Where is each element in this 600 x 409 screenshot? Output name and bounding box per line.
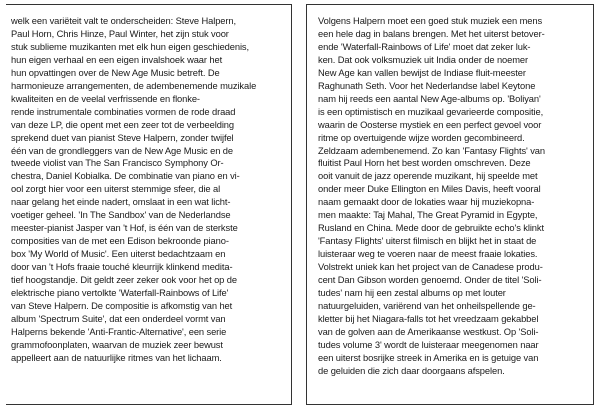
text-line: album 'Spectrum Suite', dat een onderdeel vormt van: [11, 313, 226, 324]
text-line: tweede violist van The San Francisco Symphony Or-: [11, 158, 224, 169]
text-line: voetiger geheel. 'In The Sandbox' van de Nederlandse: [11, 210, 231, 221]
text-line: naar gelang het einde nadert, omslaat in een wat licht-: [11, 197, 231, 208]
text-line: luisteraar weg te voeren naar de meest fraaie lokaties.: [318, 249, 538, 260]
text-line: stuk sublieme muzikanten met elk hun eigen geschiedenis,: [11, 41, 249, 52]
text-line: van de golven aan de Amerikaanse westkust. Op 'Soli-: [318, 326, 539, 337]
text-line: ooit vanuit de jazz operende muzikant, hij speelde met: [318, 171, 538, 182]
text-line: cent Dan Gibson worden genoemd. Onder de titel 'Soli-: [318, 275, 542, 286]
text-line: onder meer Duke Ellington en Miles Davis, heeft vooral: [318, 184, 541, 195]
text-line: 'Fantasy Flights' uiterst filmisch en blijkt het in staat de: [318, 236, 537, 247]
text-line: van deze LP, die opent met een zeer tot de verbeelding: [11, 119, 234, 130]
text-line: een uiterst bosrijke streek in Amerika en is getuige van: [318, 352, 539, 363]
text-line: Halperns bekende 'Anti-Frantic-Alternative', een serie: [11, 326, 227, 337]
text-line: Volgens Halpern moet een goed stuk muziek een mens: [318, 16, 543, 26]
text-line: tudes' nam hij een zestal albums op met louter: [318, 288, 506, 299]
text-line: hun eigen verhaal en een eigen invalshoek waar het: [11, 54, 223, 65]
text-line: men maakte: Taj Mahal, The Great Pyramid in Egypte,: [318, 210, 538, 221]
left-page: [6, 4, 292, 405]
text-line: nam hij reeds een aantal New Age-albums op. 'Boliyan': [318, 93, 541, 104]
text-line: Raghunath Seth. Voor het Nederlandse label Keytone: [318, 80, 536, 91]
text-line: fluitist Paul Horn het best worden omschreven. Deze: [318, 158, 531, 169]
text-line: door van 't Hofs fraaie touché kleurrijk klinkend medita-: [11, 262, 233, 273]
text-line: ritme op overtuigende wijze worden gecombineerd.: [318, 132, 525, 143]
text-line: meester-pianist Jasper van 't Hof, is één van de sterkste: [11, 223, 238, 234]
text-line: composities van de met een Edison bekroonde piano-: [11, 236, 229, 247]
text-line: sprekend duet van pianist Steve Halpern, zonder twijfel: [11, 132, 234, 143]
text-line: Zeldzaam adembenemend. Zo kan 'Fantasy Flights' van: [318, 145, 545, 156]
left-page-text: [11, 15, 287, 365]
text-line: tief hoogstandje. Dit geldt zeer zeker ook voor het op de: [11, 275, 237, 286]
text-line: rende instrumentale combinaties vormen de rode draad: [11, 106, 236, 117]
text-line: natuurgeluiden, variërend van het onheilspellende ge-: [318, 300, 536, 311]
text-line: één van de grondleggers van de New Age Music en de: [11, 145, 233, 156]
text-line: ken. Dat ook volksmuziek uit India onder de noemer: [318, 54, 529, 65]
text-line: elektrische piano vertolkte 'Waterfall-Rainbows of Life': [11, 288, 229, 299]
text-line: New Age kan vallen bewijst de Indiase fluit-meester: [318, 67, 526, 78]
right-page-text: [318, 15, 545, 378]
text-line: Rusland en China. Mede door de gebruikte echo's klinkt: [318, 223, 544, 234]
text-line: kletter bij het Niagara-falls tot het vreedzaam gekabbel: [318, 313, 539, 324]
text-line: is een optimistisch en muzikaal gevarieerde compositie,: [318, 106, 544, 117]
right-page: [306, 4, 594, 405]
text-line: welk een variëteit valt te onderscheiden: Steve Halpern,: [11, 16, 237, 26]
text-line: naam gemaakt door de lokaties waar hij muziekopna-: [318, 197, 535, 208]
text-line: hun opvattingen over de New Age Music betreft. De: [11, 67, 220, 78]
text-line: box 'My World of Music'. Een uiterst bedachtzaam en: [11, 249, 226, 260]
text-line: de geluiden die zich daar doorgaans afspelen.: [318, 365, 505, 376]
text-line: van Steve Halpern. De compositie is afkomstig van het: [11, 300, 233, 311]
text-line: ool zorgt hier voor een uiterst stemmige sfeer, die al: [11, 184, 221, 195]
text-line: harmonieuze arrangementen, de adembenemende muzikale kwaliteiten en de veelal verfrissende en flonke-: [11, 80, 257, 104]
text-line: een hele dag in balans brengen. Met het uiterst betover-: [318, 28, 545, 39]
text-line: waarin de Oosterse mystiek en een perfect gevoel voor: [318, 119, 542, 130]
text-line: Volstrekt uniek kan het project van de Canadese produ-: [318, 262, 543, 273]
text-line: Paul Horn, Chris Hinze, Paul Winter, het zijn stuk voor: [11, 28, 229, 39]
text-line: tudes volume 3' wordt de luisteraar meegenomen naar: [318, 339, 539, 350]
text-line: appelleert aan de natuurlijke ritmes van het lichaam.: [11, 352, 222, 363]
text-line: chestra, Daniel Kobialka. De combinatie van piano en vi-: [11, 171, 240, 182]
text-line: grammofoonplaten, waarvan de muziek zeer bewust: [11, 339, 223, 350]
text-line: ende 'Waterfall-Rainbows of Life' moet dat zeker luk-: [318, 41, 531, 52]
